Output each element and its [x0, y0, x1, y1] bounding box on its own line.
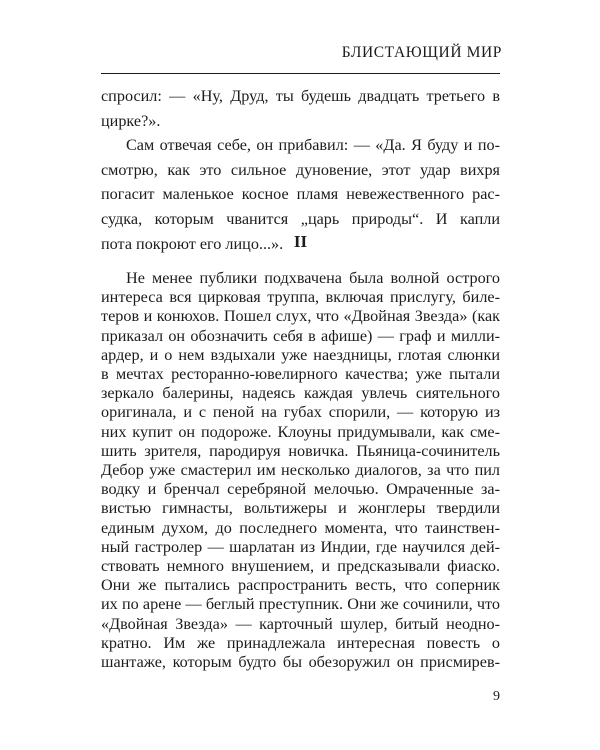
text-line: зеркало балерины, надеясь каждая увлечь сиятельного — [101, 384, 500, 403]
text-line: судка, которым чванится „царь природы“. И капли — [101, 210, 500, 228]
text-line: Дебор уже смастерил им несколько диалогов, за что пил — [101, 461, 500, 479]
text-line: в мечтах ресторанно-ювелирного качества; уже пытали — [101, 365, 500, 383]
header-rule — [101, 73, 500, 74]
text-line: их по арене — беглый преступник. Они же сочинили, что — [101, 595, 500, 614]
text-line: пота покроют его лицо...». — [101, 234, 284, 253]
running-title: БЛИСТАЮЩИЙ МИР — [341, 44, 502, 61]
text-line: Сам отвечая себе, он прибавил: — «Да. Я буду и по- — [126, 136, 500, 155]
text-line: вистью гимнасты, вольтижеры и жонглеры твердили — [101, 499, 500, 518]
text-line: погасит маленькое косное пламя невежественного рас- — [101, 185, 500, 204]
text-line: оригинала, и с пеной на губах спорили, — которую из — [101, 403, 500, 422]
text-line: ардер, и о нем вздыхали уже наездницы, глотая слюнки — [101, 345, 500, 364]
text-line: «Двойная Звезда» — карточный шулер, битый неодно- — [101, 614, 500, 633]
text-line: Они же пытались распространить весть, что соперник — [101, 576, 500, 595]
text-line: Не менее публики подхвачена была волной острого — [126, 269, 500, 287]
text-line: приказал он обозначить себя в афише) — граф и милли- — [101, 326, 500, 345]
text-line: кратно. Им же принадлежала интересная повесть о — [101, 633, 500, 652]
text-line: них купит он подороже. Клоуны придумывали, как сме- — [101, 422, 500, 441]
text-line: теров и конюхов. Пошел слух, что «Двойная Звезда» (как — [101, 307, 500, 326]
text-line: смотрю, как это сильное дуновение, этот удар вихря — [101, 160, 500, 179]
text-line: единым духом, до последнего момента, что таинствен- — [101, 518, 500, 537]
text-line: шить зрителя, пародируя новичка. Пьяница-сочинитель — [101, 441, 500, 460]
text-line: шантаже, которым будто бы обезоружил он присмирев- — [101, 653, 500, 671]
text-line: ный гастролер — шарлатан из Индии, где научился дей- — [101, 537, 500, 556]
section-number: II — [293, 232, 308, 251]
text-line: ствовать немного внушением, и предсказывали фиаско. — [101, 557, 500, 575]
text-line: интереса вся цирковая труппа, включая прислугу, биле- — [101, 288, 500, 307]
text-line: цирке?». — [101, 111, 161, 130]
text-line: спросил: — «Ну, Друд, ты будешь двадцать третьего в — [101, 87, 500, 105]
page-number: 9 — [493, 689, 500, 704]
text-line: водку и бренчал серебряной мелочью. Омраченные за- — [101, 480, 500, 499]
